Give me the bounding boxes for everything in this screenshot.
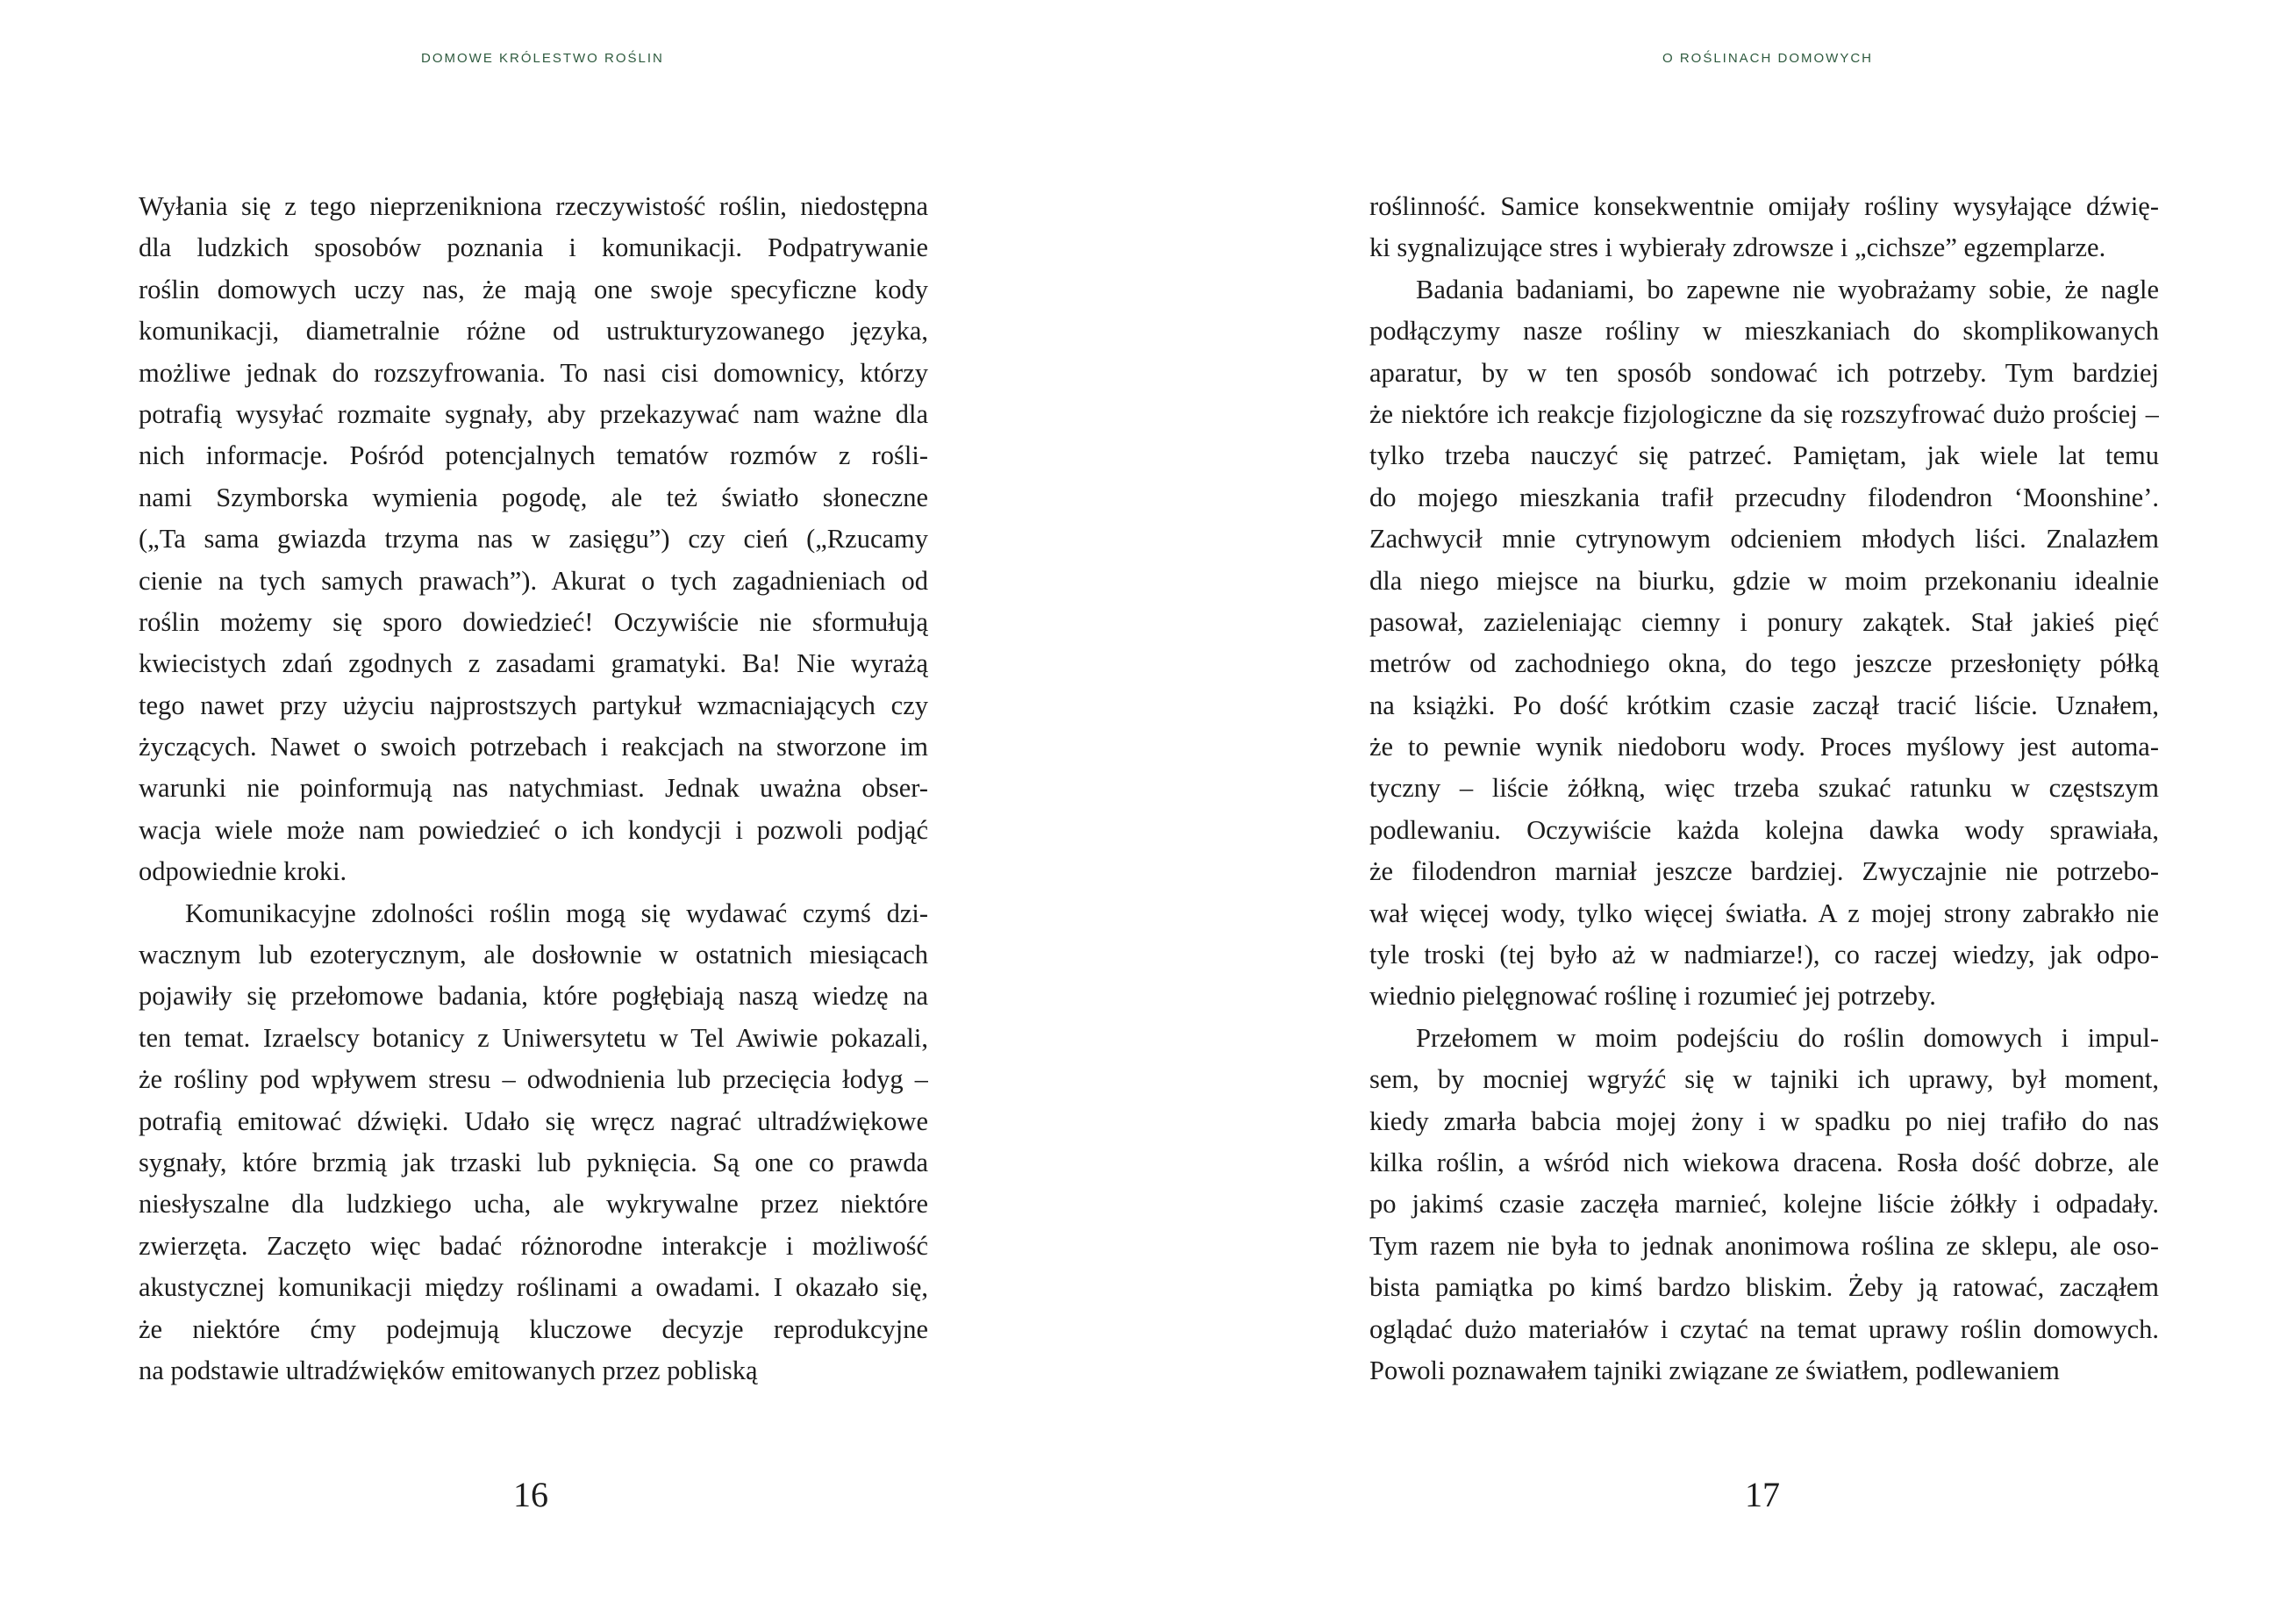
text-line: akustycznej komunikacji między roślinami a owadami. I okazało się,	[139, 1272, 928, 1303]
text-line: oglądać dużo materiałów i czytać na temat uprawy roślin domowych.	[1369, 1313, 2159, 1344]
text-line: życzących. Nawet o swoich potrzebach i reakcjach na stworzone im	[139, 732, 928, 762]
text-line: Przełomem w moim podejściu do roślin domowych i impul-	[1416, 1022, 2159, 1053]
text-line: kwiecistych zdań zgodnych z zasadami gramatyki. Ba! Nie wyrażą	[139, 648, 928, 679]
text-line: odpowiednie kroki.	[139, 856, 347, 887]
text-line: nich informacje. Pośród potencjalnych tematów rozmów z rośli-	[139, 440, 928, 471]
text-line: pojawiły się przełomowe badania, które pogłębiają naszą wiedzę na	[139, 981, 928, 1012]
page-number-right: 17	[1745, 1475, 1780, 1514]
text-line: że to pewnie wynik niedoboru wody. Proces myślowy jest automa-	[1369, 732, 2159, 762]
text-line: sygnały, które brzmią jak trzaski lub pyknięcia. Są one co prawda	[139, 1148, 928, 1177]
paragraph	[1369, 186, 2159, 269]
text-line: metrów od zachodniego okna, do tego jeszcze przesłonięty półką	[1369, 648, 2159, 679]
text-line: potrafią wysyłać rozmaite sygnały, aby przekazywać nam ważne dla	[139, 398, 928, 429]
body-text-left	[139, 186, 928, 1391]
text-line: że filodendron marniał jeszcze bardziej. Zwyczajnie nie potrzebo-	[1369, 856, 2159, 887]
text-line: ten temat. Izraelscy botanicy z Uniwersytetu w Tel Awiwie pokazali,	[139, 1022, 928, 1053]
text-line: wacja wiele może nam powiedzieć o ich kondycji i pozwoli podjąć	[139, 814, 928, 845]
text-line: że niektóre ćmy podejmują kluczowe decyzje reprodukcyjne	[139, 1313, 928, 1344]
text-line: cienie na tych samych prawach”). Akurat o tych zagadnieniach od	[139, 565, 928, 596]
text-line: po jakimś czasie zaczęła marnieć, kolejne liście żółkły i odpadały.	[1369, 1189, 2159, 1220]
text-line: Powoli poznawałem tajniki związane ze światłem, podlewaniem	[1369, 1355, 2060, 1385]
text-line: roślin możemy się sporo dowiedzieć! Oczywiście nie sformułują	[139, 606, 928, 637]
text-line: roślinność. Samice konsekwentnie omijały rośliny wysyłające dźwię-	[1369, 191, 2159, 221]
text-line: aparatur, by w ten sposób sondować ich potrzeby. Tym bardziej	[1369, 357, 2159, 388]
text-line: na książki. Po dość krótkim czasie zaczął tracić liście. Uznałem,	[1369, 690, 2159, 720]
text-line: tylko trzeba nauczyć się patrzeć. Pamiętam, jak wiele lat temu	[1369, 440, 2159, 471]
text-line: Tym razem nie była to jednak anonimowa roślina ze sklepu, ale oso-	[1369, 1230, 2159, 1261]
text-line: wał więcej wody, tylko więcej światła. A z mojej strony zabrakło nie	[1369, 898, 2159, 928]
running-head-right: O ROŚLINACH DOMOWYCH	[1662, 51, 1874, 66]
text-line: kiedy zmarła babcia mojej żony i w spadku po niej trafiło do nas	[1369, 1105, 2159, 1136]
text-line: ki sygnalizujące stres i wybierały zdrowsze i „cichsze” egzemplarze.	[1369, 233, 2106, 263]
text-line: dla ludzkich sposobów poznania i komunikacji. Podpatrywanie	[139, 233, 928, 263]
text-line: sem, by mocniej wgryźć się w tajniki ich uprawy, był moment,	[1369, 1064, 2159, 1095]
text-line: Badania badaniami, bo zapewne nie wyobrażamy sobie, że nagle	[1416, 274, 2159, 304]
text-line: dla niego miejsce na biurku, gdzie w moim przekonaniu idealnie	[1369, 565, 2159, 596]
text-line: warunki nie poinformują nas natychmiast. Jednak uważna obser-	[139, 773, 928, 804]
text-line: że niektóre ich reakcje fizjologiczne da się rozszyfrować dużo prościej –	[1369, 398, 2159, 429]
paragraph	[139, 893, 928, 1392]
text-line: Zachwycił mnie cytrynowym odcieniem młodych liści. Znalazłem	[1369, 524, 2159, 554]
text-line: tego nawet przy użyciu najprostszych partykuł wzmacniających czy	[139, 690, 928, 720]
body-text-right	[1369, 186, 2159, 1391]
page-number-left: 16	[513, 1475, 548, 1514]
paragraph	[1369, 1018, 2159, 1392]
text-line: do mojego mieszkania trafił przecudny filodendron ‘Moonshine’.	[1369, 482, 2159, 512]
text-line: wacznym lub ezoterycznym, ale dosłownie w ostatnich miesiącach	[139, 940, 928, 970]
text-line: zwierzęta. Zaczęto więc badać różnorodne interakcje i możliwość	[139, 1230, 928, 1261]
text-line: na podstawie ultradźwięków emitowanych przez pobliską	[139, 1355, 758, 1385]
text-line: pasował, zazieleniając ciemny i ponury zakątek. Stał jakieś pięć	[1369, 606, 2159, 637]
text-line: tyczny – liście żółkną, więc trzeba szukać ratunku w częstszym	[1369, 773, 2159, 804]
running-head-left: DOMOWE KRÓLESTWO ROŚLIN	[421, 51, 664, 66]
text-line: Komunikacyjne zdolności roślin mogą się wydawać czymś dzi-	[185, 898, 928, 928]
text-line: bista pamiątka po kimś bardzo bliskim. Żeby ją ratować, zacząłem	[1369, 1272, 2159, 1303]
text-line: tyle troski (tej było aż w nadmiarze!), co raczej wiedzy, jak odpo-	[1369, 940, 2159, 970]
text-line: potrafią emitować dźwięki. Udało się wręcz nagrać ultradźwiękowe	[139, 1105, 928, 1136]
right-page	[1140, 0, 2280, 1624]
text-line: roślin domowych uczy nas, że mają one swoje specyficzne kody	[139, 274, 928, 304]
text-line: podłączymy nasze rośliny w mieszkaniach do skomplikowanych	[1369, 316, 2159, 347]
text-line: możliwe jednak do rozszyfrowania. To nasi cisi domownicy, którzy	[139, 357, 928, 388]
text-line: komunikacji, diametralnie różne od ustrukturyzowanego języka,	[139, 316, 928, 347]
text-line: niesłyszalne dla ludzkiego ucha, ale wykrywalne przez niektóre	[139, 1189, 928, 1220]
text-line: („Ta sama gwiazda trzyma nas w zasięgu”) czy cień („Rzucamy	[139, 524, 928, 554]
text-line: nami Szymborska wymienia pogodę, ale też światło słoneczne	[139, 482, 928, 512]
paragraph	[1369, 269, 2159, 1018]
paragraph	[139, 186, 928, 893]
text-line: że rośliny pod wpływem stresu – odwodnienia lub przecięcia łodyg –	[139, 1064, 928, 1095]
text-line: Wyłania się z tego nieprzenikniona rzeczywistość roślin, niedostępna	[139, 191, 928, 221]
text-line: wiednio pielęgnować roślinę i rozumieć jej potrzeby.	[1369, 981, 1936, 1012]
text-line: kilka roślin, a wśród nich wiekowa dracena. Rosła dość dobrze, ale	[1369, 1148, 2159, 1178]
text-line: podlewaniu. Oczywiście każda kolejna dawka wody sprawiała,	[1369, 814, 2159, 845]
